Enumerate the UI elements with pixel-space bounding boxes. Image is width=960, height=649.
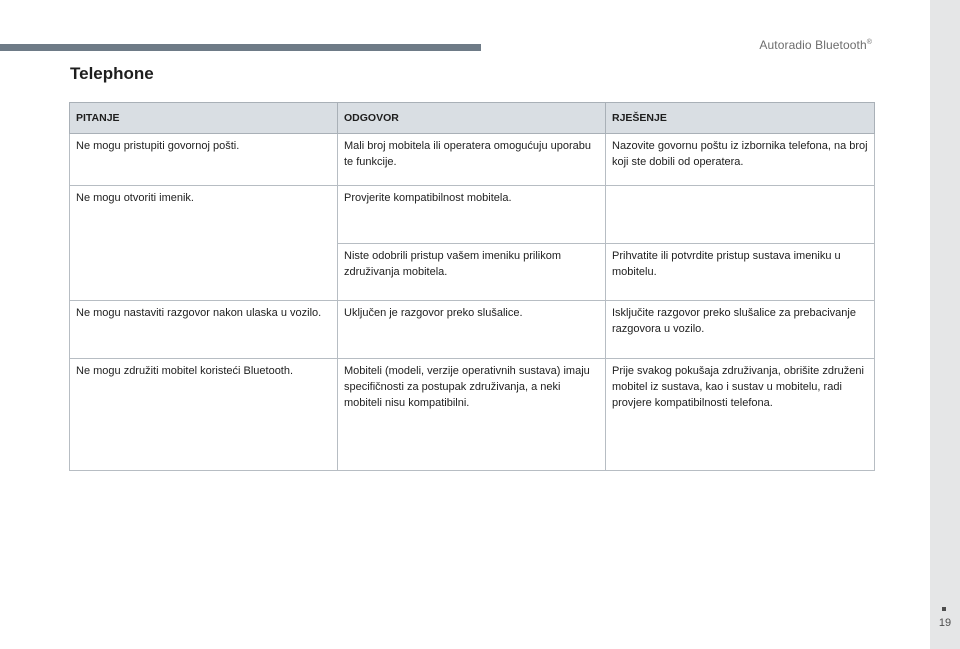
- solution-cell: Nazovite govornu poštu iz izbornika telefona, na broj koji ste dobili od operatera.: [606, 134, 875, 186]
- question-cell: Ne mogu nastaviti razgovor nakon ulaska u vozilo.: [70, 301, 338, 359]
- faq-table: [69, 102, 875, 471]
- answer-cell: Niste odobrili pristup vašem imeniku prilikom združivanja mobitela.: [338, 244, 606, 301]
- question-cell: Ne mogu pristupiti govornoj pošti.: [70, 134, 338, 186]
- header-solution: RJEŠENJE: [606, 103, 875, 134]
- answer-cell: Uključen je razgovor preko slušalice.: [338, 301, 606, 359]
- table-row: [70, 301, 875, 359]
- question-cell: Ne mogu otvoriti imenik.: [70, 186, 338, 301]
- answer-cell: Mali broj mobitela ili operatera omogućuju uporabu te funkcije.: [338, 134, 606, 186]
- page-edge-strip: [930, 0, 960, 649]
- header-answer: ODGOVOR: [338, 103, 606, 134]
- solution-cell: [606, 186, 875, 244]
- question-cell: Ne mogu združiti mobitel koristeći Bluetooth.: [70, 359, 338, 471]
- solution-cell: Prije svakog pokušaja združivanja, obrišite združeni mobitel iz sustava, kao i sustav u mobitelu, radi provjere kompatibilnosti telefona.: [606, 359, 875, 471]
- page-number: 19: [938, 617, 952, 629]
- answer-cell: Mobiteli (modeli, verzije operativnih sustava) imaju specifičnosti za postupak združivanja, a neki mobiteli nisu kompatibilni.: [338, 359, 606, 471]
- header-question: PITANJE: [70, 103, 338, 134]
- header-rule: [0, 44, 481, 51]
- section-header: [759, 38, 872, 52]
- page-title: Telephone: [70, 64, 154, 83]
- section-title: Autoradio Bluetooth: [759, 38, 867, 52]
- table-row: [70, 186, 875, 244]
- answer-cell: Provjerite kompatibilnost mobitela.: [338, 186, 606, 244]
- table-header-row: [70, 103, 875, 134]
- table-row: [70, 134, 875, 186]
- table-row: [70, 359, 875, 471]
- solution-cell: Isključite razgovor preko slušalice za prebacivanje razgovora u vozilo.: [606, 301, 875, 359]
- page-marker: [942, 607, 946, 611]
- solution-cell: Prihvatite ili potvrdite pristup sustava imeniku u mobitelu.: [606, 244, 875, 301]
- registered-mark: ®: [866, 39, 872, 46]
